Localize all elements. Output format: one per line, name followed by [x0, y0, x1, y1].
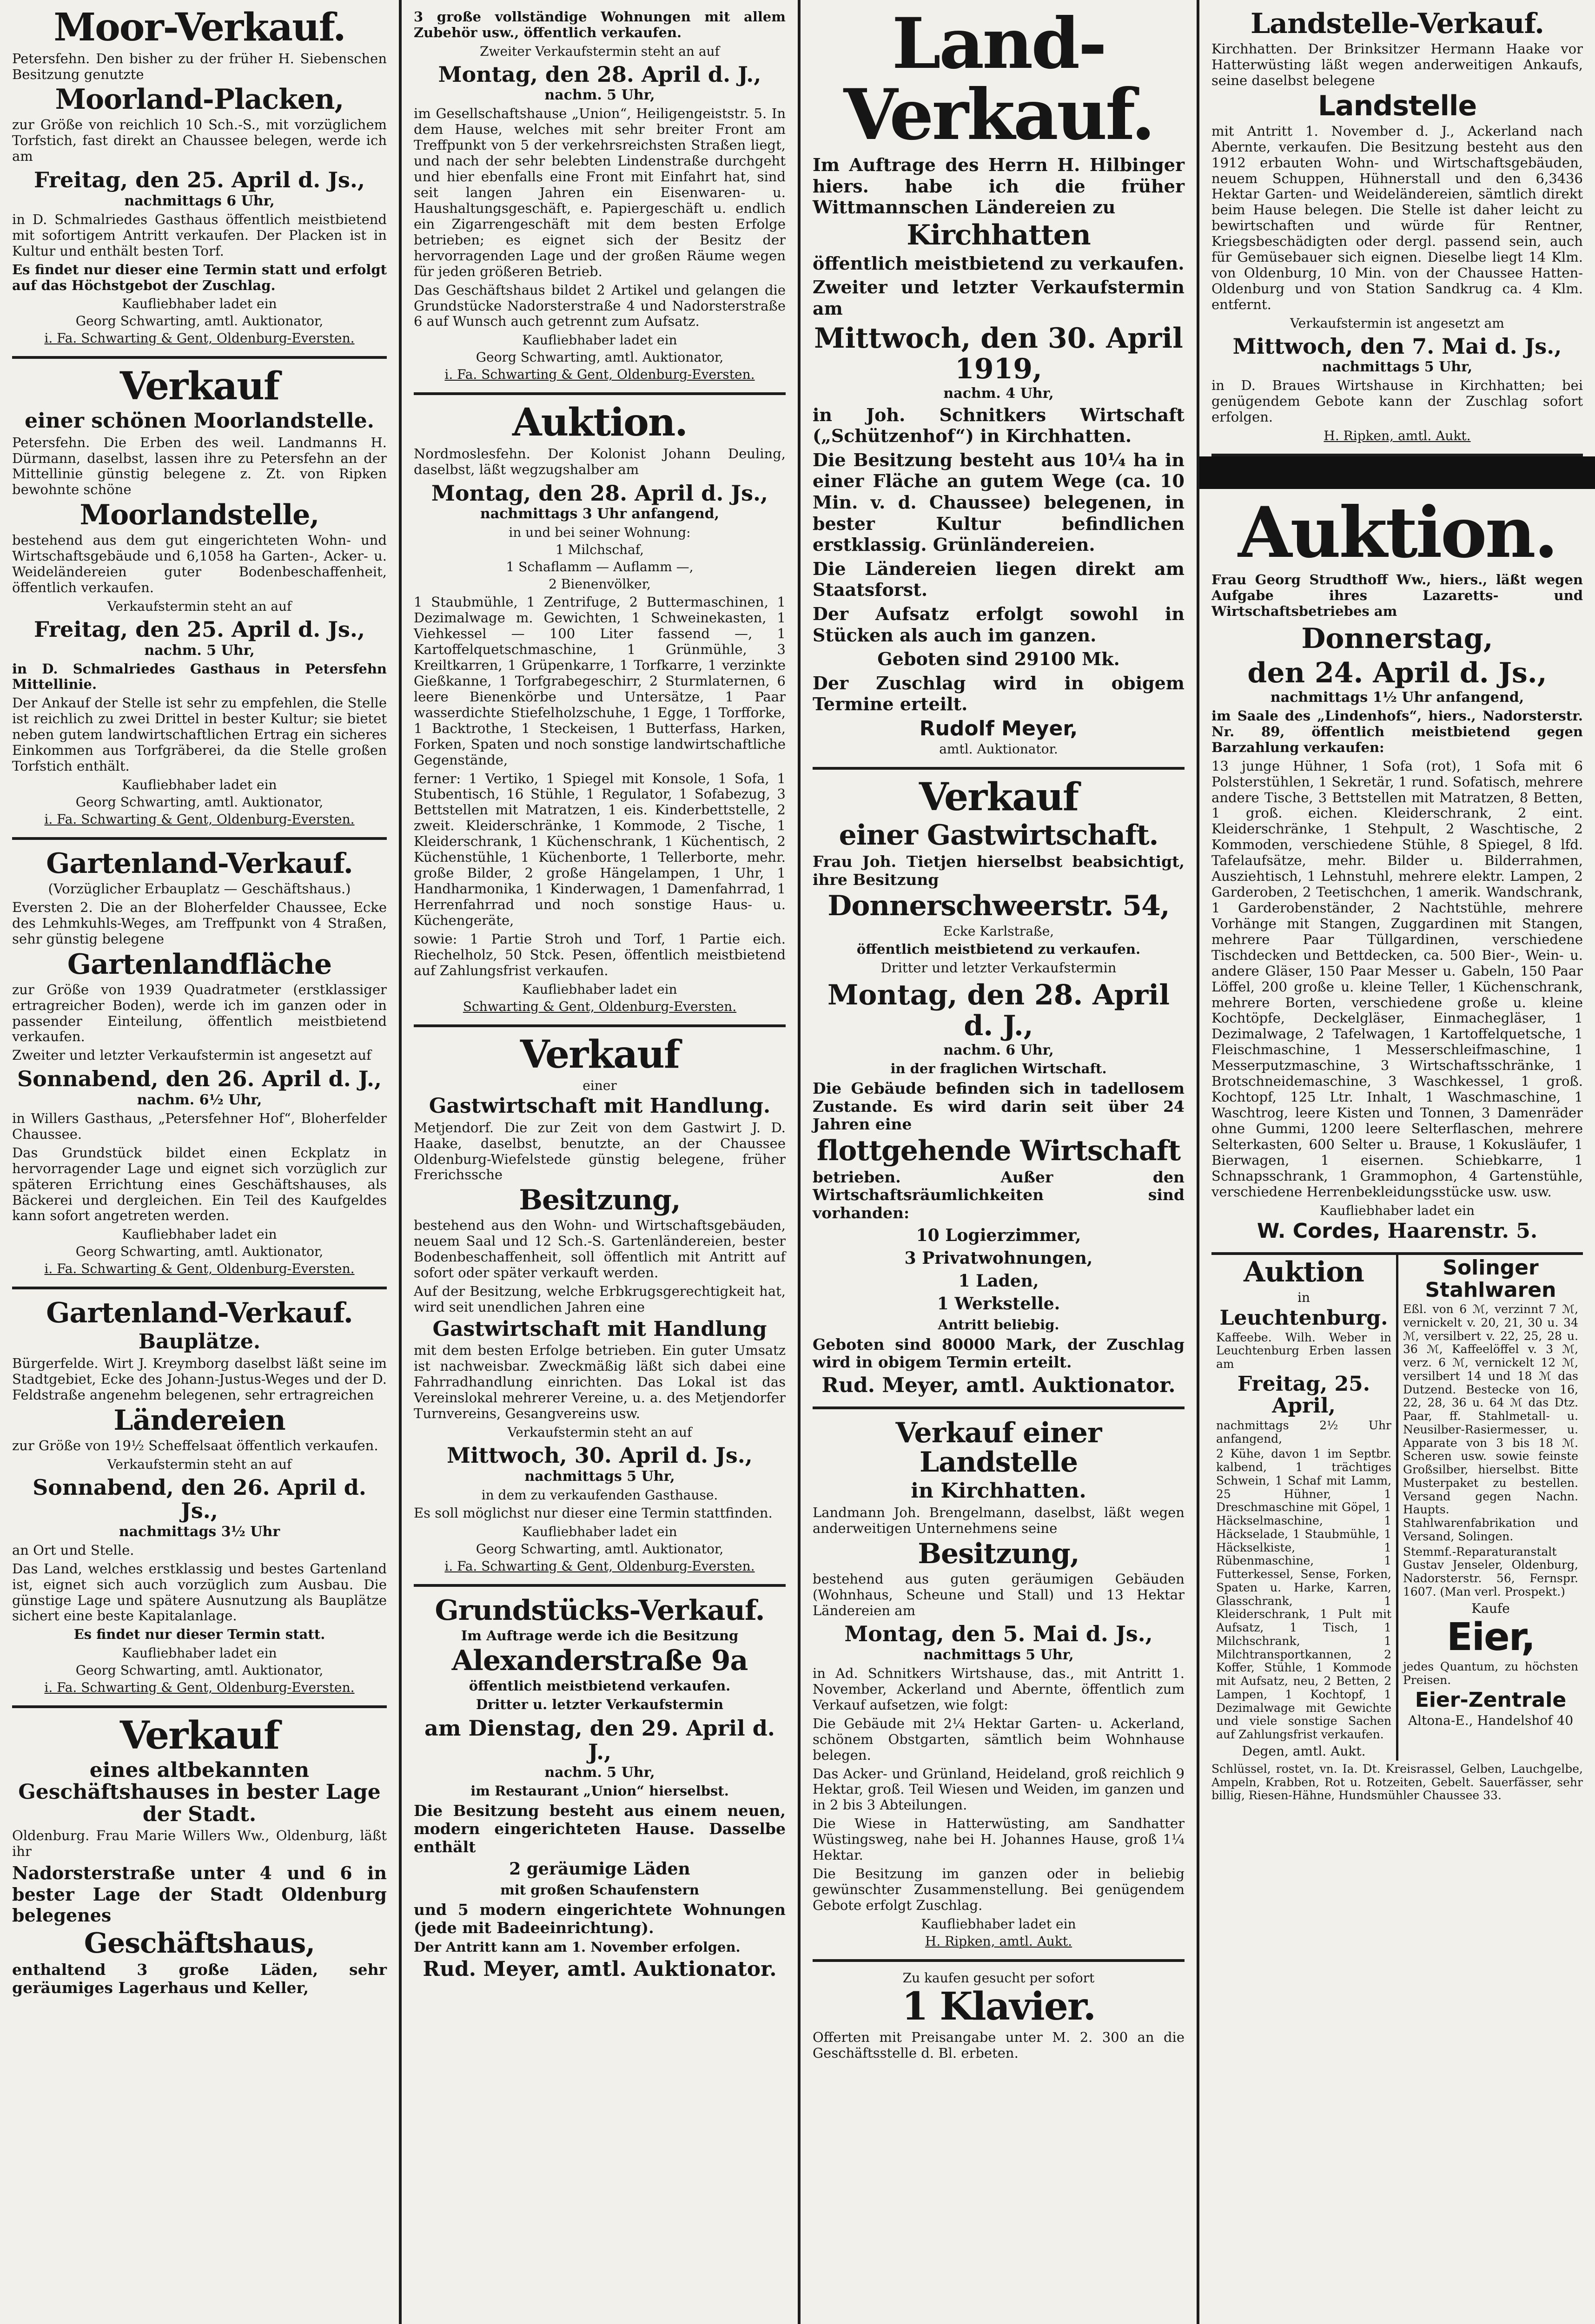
- ad-subtitle: in: [1297, 1290, 1310, 1306]
- ad-title: Verkauf: [919, 775, 1079, 820]
- ad-body: Der Aufsatz erfolgt sowohl in Stücken als auch im ganzen.: [813, 603, 1185, 646]
- ad-time: nachm. 4 Uhr,: [943, 385, 1054, 402]
- ad-headline: Alexanderstraße 9a: [451, 1644, 748, 1677]
- ad-signature: Georg Schwarting, amtl. Auktionator,: [75, 1244, 324, 1260]
- ad-signature: Georg Schwarting, amtl. Auktionator,: [75, 794, 324, 810]
- ad-title: Landstelle-Verkauf.: [1250, 7, 1544, 40]
- ad-intro: Frau Joh. Tietjen hierselbst beabsichtigt, ihre Besitzung: [813, 852, 1185, 889]
- ad-place: im Restaurant „Union“ hierselbst.: [470, 1783, 729, 1799]
- ad-time: nachmittags 3½ Uhr: [119, 1523, 280, 1540]
- ad-body: in D. Braues Wirtshause in Kirchhatten; bei genügendem Gebote kann der Zuschlag sofort erfolgen.: [1211, 377, 1583, 425]
- ad-signature: Georg Schwarting, amtl. Auktionator,: [476, 350, 724, 365]
- ad-intro: Frau Georg Strudthoff Ww., hiers., läßt wegen Aufgabe ihres Lazaretts- und Wirtschaftsbetriebes am: [1211, 572, 1583, 620]
- ad-list-item: 1 Laden,: [958, 1271, 1039, 1291]
- ad-body: mit dem besten Erfolge betrieben. Ein guter Umsatz ist nachweisbar. Zweckmäßig läßt sich dabei eine Fahrradhandlung einrichten. Das Lokal ist das Vereinslokal mehrerer Vereine, u. a. des Metjendorfer Turnvereins, Gesangvereins usw.: [414, 1342, 786, 1422]
- ad-body: in Joh. Schnitkers Wirtschaft („Schützenhof“) in Kirchhatten.: [813, 404, 1185, 447]
- ad-body: Kaffeebe. Wilh. Weber in Leuchtenburg Erben lassen am: [1216, 1330, 1391, 1371]
- ad-place: Leuchtenburg.: [1219, 1306, 1388, 1330]
- ad-time: nachm. 5 Uhr,: [544, 1764, 655, 1781]
- ad-headline: Moorlandstelle,: [79, 499, 319, 532]
- ad-headline: Gastwirtschaft mit Handlung: [432, 1317, 767, 1341]
- ad-invite: Kaufliebhaber ladet ein: [122, 1227, 277, 1242]
- ad-body: 2 Kühe, davon 1 im Septbr. kalbend, 1 trächtiges Schwein, 1 Schaf mit Lamm, 25 Hühner, 1 Dreschmaschine mit Göpel, 1 Häckselmaschine, 1 Häckselade, 1 Staubmühle, 1 Häckselkiste, 1 Rübenmaschine, 1 Futterkessel, Sense, Forken, Spaten u. Harke, Karren, Glasschrank, 1 Kleiderschrank, 1 Pult mit Aufsatz, 1 Tisch, 1 Milchschrank, 1 Milchtransportkannen, 2 Koffer, Stühle, 1 Kommode mit Aufsatz, neu, 2 Betten, 2 Lampen, 1 Kochtopf, 1 Dezimalwage mit Gewichte und viele sonstige Sachen auf Zahlungsfrist verkaufen.: [1216, 1447, 1391, 1742]
- ad-time: nachmittags 5 Uhr,: [1322, 359, 1473, 376]
- ad-invite: Kaufliebhaber ladet ein: [122, 296, 277, 312]
- ad-place: in der fraglichen Wirtschaft.: [890, 1061, 1107, 1077]
- ad-firm: Eier-Zentrale: [1415, 1688, 1567, 1712]
- ad-place: in D. Schmalriedes Gasthaus in Petersfehn Mittellinie.: [12, 660, 387, 693]
- ad-signature-firm: i. Fa. Schwarting & Gent, Oldenburg-Eversten.: [44, 1680, 355, 1696]
- ad-signature: Rud. Meyer, amtl. Auktionator.: [821, 1373, 1176, 1397]
- ad-moorlandstelle: [12, 359, 387, 840]
- ad-body: ferner: 1 Vertiko, 1 Spiegel mit Konsole, 1 Sofa, 1 Stubentisch, 16 Stühle, 1 Regulator, 1 Sofabezug, 3 Bettstellen mit Matratzen, 1 eis. Kinderbettstelle, 2 zweit. Kleiderschränke, 1 Kommode, 2 Tische, 1 Kleiderschrank, 1 Küchenschrank, 1 Küchentisch, 2 Küchenstühle, 1 Küchenborte, 1 Tellerborte, mehr. große Bilder, 2 große Hängelampen, 1 Uhr, 1 Handharmonika, 1 Kinderwagen, 1 Damenfahrrad, 1 Herrenfahrrad und noch sonstige Haus- u. Küchengeräte,: [414, 770, 786, 928]
- column-3: [798, 0, 1197, 2324]
- ad-title: Auktion: [1244, 1256, 1364, 1289]
- column-1: [0, 0, 399, 2324]
- ad-place: in und bei seiner Wohnung:: [509, 525, 691, 541]
- ad-klavier: [813, 1962, 1185, 2073]
- ad-body: Offerten mit Preisangabe unter M. 2. 300 an die Geschäftsstelle d. Bl. erbeten.: [813, 2029, 1185, 2061]
- ad-intro: Zu kaufen gesucht per sofort: [902, 1970, 1095, 1986]
- ad-time: nachm. 5 Uhr,: [544, 87, 655, 104]
- ad-body: Der Ankauf der Stelle ist sehr zu empfehlen, die Stelle ist reichlich zu zwei Drittel in bester Kultur; sie bietet neben gutem landwirtschaftlichen Ertrag ein sicheres Einkommen aus Torfgräberei, da die Stelle großen Torfstich enthält.: [12, 695, 387, 774]
- ad-list-item: mit großen Schaufenstern: [500, 1882, 699, 1898]
- ad-date: Mittwoch, 30. April d. Js.,: [447, 1443, 753, 1468]
- ad-headline: Donnerschweerstr. 54,: [827, 890, 1170, 923]
- ad-intro: Eversten 2. Die an der Bloherfelder Chaussee, Ecke des Lehmkuhls-Weges, am Treffpunkt von 4 Straßen, sehr günstig belegene: [12, 899, 387, 947]
- ad-signature: Rudolf Meyer,: [919, 716, 1078, 740]
- ad-signature-firm: i. Fa. Schwarting & Gent, Oldenburg-Eversten.: [44, 1261, 355, 1277]
- ad-item: 1 Milchschaf,: [555, 542, 644, 558]
- ad-body: Das Grundstück bildet einen Eckplatz in hervorragender Lage und eignet sich vorzüglich zur späteren Errichtung eines Geschäftshauses, als Bäckerei und dergleichen. Ein Teil des Kaufgeldes kann sofort angetreten werden.: [12, 1144, 387, 1224]
- ad-body: Der Antritt kann am 1. November erfolgen.: [414, 1939, 741, 1955]
- ad-body: zur Größe von 19½ Scheffelsaat öffentlich verkaufen.: [12, 1437, 378, 1453]
- ad-term: Verkaufstermin steht an auf: [507, 1425, 692, 1440]
- ad-term: Verkaufstermin steht an auf: [107, 1456, 292, 1472]
- ad-body: jedes Quantum, zu höchsten Preisen.: [1403, 1660, 1578, 1687]
- ad-date: Freitag, den 25. April d. Js.,: [34, 616, 365, 642]
- ad-term: Zweiter Verkaufstermin steht an auf: [480, 43, 720, 59]
- ad-headline: Moorland-Placken,: [55, 83, 344, 116]
- ad-invite: Kaufliebhaber ladet ein: [522, 981, 677, 997]
- ad-title: Verkauf: [119, 1713, 279, 1758]
- ad-body: enthaltend 3 große Läden, sehr geräumiges Lagerhaus und Keller,: [12, 1961, 387, 1997]
- ad-time: nachmittags 1½ Uhr anfangend,: [1270, 689, 1524, 706]
- ad-body: bestehend aus dem gut eingerichteten Wohn- und Wirtschaftsgebäude und 6,1058 ha Garten-, Acker- u. Weideländereien guter Bodenbeschaffenheit, öffentlich verkaufen.: [12, 532, 387, 596]
- ad-invite: Kaufliebhaber ladet ein: [122, 777, 277, 792]
- ad-subtitle: einer Gastwirtschaft.: [839, 819, 1158, 852]
- ad-signature: Georg Schwarting, amtl. Auktionator,: [75, 313, 324, 329]
- column-2: [399, 0, 798, 2324]
- ad-item: 1 Schaflamm — Auflamm —,: [506, 559, 694, 575]
- ad-landstelle-kirchhatten: [813, 1409, 1185, 1962]
- ad-intro: Metjendorf. Die zur Zeit von dem Gastwirt J. D. Haake, daselbst, benutzte, an der Chaussee Oldenburg-Wiefelstede günstig belegene, früher Frerichssche: [414, 1119, 786, 1183]
- ad-date: Freitag, den 25. April d. Js.,: [34, 167, 365, 193]
- ad-landstelle-verkauf: [1211, 0, 1583, 456]
- ad-note: Es findet nur dieser Termin statt.: [73, 1626, 325, 1643]
- ad-signature: H. Ripken, amtl. Aukt.: [925, 1933, 1072, 1949]
- ad-headline: flottgehende Wirtschaft: [816, 1134, 1181, 1167]
- ad-title: Auktion.: [512, 400, 687, 445]
- column-4: [1197, 0, 1595, 2324]
- ad-intro: Petersfehn. Die Erben des weil. Landmanns H. Dürmann, daselbst, lassen ihre zu Petersfehn an der Mittellinie günstig belegene z. Zt. von Ripken bewohnte schöne: [12, 434, 387, 498]
- ad-body: Das Land, welches erstklassig und bestes Gartenland ist, eignet sich auch vorzüglich zum Ausbau. Die günstige Lage und spätere Ausnutzung als Bauplätze sichert eine beste Kapitalanlage.: [12, 1560, 387, 1624]
- ad-place: an Ort und Stelle.: [12, 1542, 134, 1558]
- ad-note: Der Zuschlag wird in obigem Termine erteilt.: [813, 672, 1185, 715]
- ad-body: Die Besitzung im ganzen oder in beliebig gewünschter Zusammenstellung. Bei genügendem Gebote erfolgt Zuschlag.: [813, 1866, 1185, 1913]
- ad-body: Die Gebäude mit 2¼ Hektar Garten- u. Ackerland, schönem Obstgarten, sämtlich beim Wohnhause belegen.: [813, 1715, 1185, 1763]
- ad-body: Die Gebäude befinden sich in tadellosem Zustande. Es wird darin seit über 24 Jahren eine: [813, 1079, 1185, 1134]
- ad-title: Auktion.: [1238, 492, 1556, 574]
- ad-date: Montag, den 5. Mai d. Js.,: [844, 1621, 1153, 1647]
- ad-body: im Gesellschaftshause „Union“, Heiligengeiststr. 5. In dem Hause, welches mit sehr breiter Front am Treffpunkt von 5 der verkehrsreichsten Straßen liegt, und nach der sehr belebten Lindenstraße durchgeht und hier ebenfalls eine Front mit Einfahrt hat, sind seit langen Jahren ein Eisenwaren- u. Haushaltungsgeschäft, e. Papiergeschäft u. endlich ein Zigarrengeschäft mit dem besten Erfolge betrieben; es eignet sich der Besitz der hervorragenden Lage und der großen Räume wegen für jeden größeren Betrieb.: [414, 106, 786, 279]
- ad-signature-title: amtl. Auktionator.: [939, 741, 1058, 757]
- ad-intro: Im Auftrage des Herrn H. Hilbinger hiers. habe ich die früher Wittmannschen Ländereien zu: [813, 154, 1185, 218]
- ad-title: Moor-Verkauf.: [53, 5, 345, 50]
- split-ads: [1211, 1255, 1583, 1761]
- ad-term: Verkaufstermin steht an auf: [107, 598, 292, 614]
- ad-antritt: Antritt beliebig.: [938, 1316, 1059, 1333]
- ad-corner: Ecke Karlstraße,: [943, 924, 1054, 939]
- ad-signature: Degen, amtl. Aukt.: [1242, 1743, 1366, 1759]
- ad-note: Es findet nur dieser eine Termin statt und erfolgt auf das Höchstgebot der Zuschlag.: [12, 261, 387, 293]
- ad-body: Nadorsterstraße unter 4 und 6 in bester Lage der Stadt Oldenburg belegenes: [12, 1862, 387, 1926]
- ad-body: öffentlich meistbietend zu verkaufen.: [856, 941, 1141, 957]
- ad-intro: Bürgerfelde. Wirt J. Kreymborg daselbst läßt seine im Stadtgebiet, Ecke des Johann-Justus-Weges und der D. Feldstraße angenehm belegenen, sehr ertragreichen: [12, 1355, 387, 1403]
- ad-intro: Landmann Joh. Brengelmann, daselbst, läßt wegen anderweitigen Unternehmens seine: [813, 1504, 1185, 1536]
- ad-time: nachm. 6½ Uhr,: [137, 1091, 262, 1108]
- ad-geschaeftshaus: [12, 1708, 387, 2008]
- ad-item: 2 Bienenvölker,: [549, 576, 651, 592]
- ad-list-item: 1 Werkstelle.: [937, 1294, 1060, 1314]
- ad-offer: Geboten sind 80000 Mark, der Zuschlag wird in obigem Termin erteilt.: [813, 1335, 1185, 1372]
- ad-time: nachmittags 2½ Uhr anfangend,: [1216, 1418, 1391, 1446]
- ad-date: Montag, den 28. April d. J.,: [438, 61, 761, 87]
- ad-date: Montag, den 28. April d. J.,: [827, 979, 1170, 1043]
- ad-body: zur Größe von 1939 Quadratmeter (erstklassiger ertragreicher Boden), werde ich im ganzen oder in passender Einteilung, öffentlich meistbietend verkaufen.: [12, 981, 387, 1045]
- ad-body: sowie: 1 Partie Stroh und Torf, 1 Partie eich. Riechelholz, 50 Stck. Pesen, öffentlich meistbietend auf Zahlungsfrist verkaufen.: [414, 931, 786, 978]
- ad-subtitle: einer schönen Moorlandstelle.: [25, 409, 374, 433]
- ad-place: im Saale des „Lindenhofs“, hiers., Nadorsterstr. Nr. 89, öffentlich meistbietend gegen Barzahlung verkaufen:: [1211, 707, 1583, 755]
- ad-title: Verkauf einer Landstelle: [895, 1417, 1102, 1479]
- ad-headline: Eier,: [1446, 1615, 1535, 1659]
- ad-auktion-deuling: [414, 395, 786, 1027]
- ad-signature-firm: i. Fa. Schwarting & Gent, Oldenburg-Eversten.: [44, 330, 355, 346]
- ad-time: nachmittags 5 Uhr,: [524, 1468, 675, 1485]
- ad-invite: Kaufliebhaber ladet ein: [1319, 1202, 1475, 1218]
- ad-union-continued: [414, 0, 786, 395]
- ad-body: Stemmf.-Reparaturanstalt Gustav Jenseler, Oldenburg, Nadorsterstr. 56, Fernspr. 1607. (Man verl. Prospekt.): [1403, 1545, 1578, 1598]
- ad-date: Mittwoch, den 7. Mai d. Js.,: [1232, 333, 1562, 359]
- ad-body: Die Ländereien liegen direkt am Staatsforst.: [813, 558, 1185, 601]
- ad-time: nachm. 5 Uhr,: [144, 642, 255, 659]
- ad-body: 3 große vollständige Wohnungen mit allem Zubehör usw., öffentlich verkaufen.: [414, 9, 786, 40]
- ad-signature-firm: Schwarting & Gent, Oldenburg-Eversten.: [463, 998, 737, 1014]
- ad-intro: Kirchhatten. Der Brinksitzer Hermann Haake vor Hatterwüsting läßt wegen anderweitigen Ankaufs, seine daselbst belegene: [1211, 41, 1583, 88]
- ad-body: und 5 modern eingerichtete Wohnungen (jede mit Badeeinrichtung).: [414, 1901, 786, 1937]
- ad-time: nachm. 6 Uhr,: [943, 1042, 1054, 1059]
- black-rule: [1199, 456, 1595, 489]
- ad-signature-address: Haarenstr. 5.: [1387, 1219, 1538, 1243]
- ad-subtitle: Gastwirtschaft mit Handlung.: [429, 1094, 771, 1118]
- ad-term: Zweiter und letzter Verkaufstermin ist angesetzt auf: [12, 1047, 371, 1063]
- ad-body: Auf der Besitzung, welche Erbkrugsgerechtigkeit hat, wird seit unendlichen Jahren eine: [414, 1283, 786, 1315]
- ad-body: in Ad. Schnitkers Wirtshause, das., mit Antritt 1. November, Ackerland und Abernte, öffentlich zum Verkauf aufsetzen, wie folgt:: [813, 1665, 1185, 1713]
- ad-auktion-leuchtenburg: [1211, 1255, 1396, 1761]
- ad-headline: Kirchhatten: [907, 218, 1091, 251]
- ad-intro: Im Auftrage werde ich die Besitzung: [461, 1627, 739, 1644]
- ad-gastwirtschaft-handlung: [414, 1027, 786, 1587]
- ad-body: betrieben. Außer den Wirtschaftsräumlichkeiten sind vorhanden:: [813, 1168, 1185, 1222]
- ad-headline: Landstelle: [1317, 89, 1477, 122]
- ad-headline: Besitzung,: [918, 1537, 1079, 1570]
- ad-body: Das Geschäftshaus bildet 2 Artikel und gelangen die Grundstücke Nadorsterstraße 4 und Nadorsterstraße 6 auf Wunsch auch getrennt zum Aufsatz.: [414, 282, 786, 330]
- ad-grundstuecks-verkauf: [414, 1587, 786, 1991]
- ad-invite: Kaufliebhaber ladet ein: [522, 1524, 677, 1539]
- ad-headline: 1 Klavier.: [901, 1984, 1096, 2029]
- ad-signature-firm: i. Fa. Schwarting & Gent, Oldenburg-Eversten.: [444, 1558, 755, 1574]
- ad-bauplaetze: [12, 1289, 387, 1708]
- ad-title: Solinger Stahlwaren: [1425, 1256, 1556, 1302]
- ad-date: Sonnabend, den 26. April d. Js.,: [33, 1474, 366, 1524]
- ad-title: Grundstücks-Verkauf.: [435, 1594, 765, 1627]
- ad-signature: H. Ripken, amtl. Aukt.: [1324, 428, 1471, 444]
- ad-intro: Nordmoslesfehn. Der Kolonist Johann Deuling, daselbst, läßt wegzugshalber am: [414, 445, 786, 477]
- ad-note: Es soll möglichst nur dieser eine Termin stattfinden.: [414, 1505, 773, 1521]
- ad-body: bestehend aus den Wohn- und Wirtschaftsgebäuden, neuem Saal und 12 Sch.-S. Gartenländereien, bester Bodenbeschaffenheit, soll öffentlich mit Antritt auf sofort oder später verkauft werden.: [414, 1217, 786, 1281]
- ad-term: Zweiter und letzter Verkaufstermin am: [813, 277, 1185, 319]
- ad-invite: Kaufliebhaber ladet ein: [122, 1645, 277, 1661]
- ad-bottom-fragment: Schlüssel, rostet, vn. Ia. Dt. Kreisrassel, Gelben, Lauchgelbe, Ampeln, Krabben, Rot u. Rotzeiten, Gebelt. Sauerfässer, sehr billig, Riesen-Hähne, Hundsmühler Chaussee 33.: [1211, 1762, 1583, 1802]
- ad-headline: Ländereien: [113, 1404, 285, 1437]
- ad-signature: [1211, 1220, 1583, 1242]
- ad-time: nachmittags 3 Uhr anfangend,: [480, 506, 720, 522]
- ad-gastwirtschaft-tietjen: [813, 770, 1185, 1409]
- ad-land-verkauf: [813, 0, 1185, 770]
- ad-date: Donnerstag,: [1301, 622, 1493, 655]
- ad-intro: Petersfehn. Den bisher zu der früher H. Siebenschen Besitzung genutzte: [12, 50, 387, 82]
- ad-list-item: 3 Privatwohnungen,: [904, 1248, 1093, 1268]
- ad-title: Land-Verkauf.: [843, 3, 1154, 156]
- ad-title: Verkauf: [520, 1032, 680, 1077]
- ad-body: in D. Schmalriedes Gasthaus öffentlich meistbietend mit sofortigem Antritt verkaufen. Der Placken ist in Kultur und enthält besten Torf.: [12, 211, 387, 259]
- ad-body: Die Wiese in Hatterwüsting, am Sandhatter Wüstingsweg, nahe bei H. Johannes Hause, groß 1¼ Hektar.: [813, 1816, 1185, 1863]
- ad-signature-name: W. Cordes,: [1257, 1219, 1381, 1243]
- ad-body: öffentlich meistbietend verkaufen.: [469, 1678, 731, 1694]
- ad-body: 13 junge Hühner, 1 Sofa (rot), 1 Sofa mit 6 Polsterstühlen, 1 Sekretär, 1 rund. Sofatisch, mehrere andere Tische, 3 Bettstellen mit Matratzen, 8 Betten, 1 groß. eichen. Kleiderschrank, 2 eint. Kleiderschränke, 1 Stehpult, 2 Waschtische, 2 Kommoden, verschiedene Stühle, 8 Spiegel, 8 lfd. Tafelaufsätze, mehr. Bilder u. Bilderrahmen, Ausziehtisch, 1 Lehnstuhl, mehrere elektr. Lampen, 2 Garderoben, 2 Teetischchen, 1 amerik. Wandschrank, 1 Garderobenständer, 2 Nachtstühle, mehrere Vorhänge mit Stangen, Zuggardinen mit Stangen, mehrere Paar Tüllgardinen, verschiedene Tischdecken und Bettdecken, ca. 500 Bier-, Wein- u. andere Gläser, 150 Paar Messer u. Gabeln, 150 Paar Löffel, 200 große u. kleine Teller, 1 Küchenschrank, mehrere Borten, verschiedene große u. kleine Kochtöpfe, Deckelgläser, Einmachegläser, 1 Dezimalwage, 2 Tafelwagen, 1 Kartoffelquetsche, 1 Fleischmaschine, 1 Messerschleifmaschine, 1 Messerputzmaschine, 3 Wirtschaftsschränke, 1 Brotschneidemaschine, 3 Waschkessel, 1 groß. Kochtopf, 125 Ltr. Inhalt, 1 Waschmaschine, 1 Waschtrog, leere Kisten und Tonnen, 3 Damenräder ohne Gummi, 1200 leere Selterflaschen, mehrere Selterkasten, 600 Selter u. Brause, 1 Kokusläufer, 1 Bierwagen, 1 eisernen. Schiebkarre, 1 Schnapsschrank, 1 Grammophon, 4 Gartenstühle, verschiedene Herrenbekleidungsstücke usw. usw.: [1211, 758, 1583, 1200]
- ad-subtitle: Bauplätze.: [138, 1330, 261, 1354]
- ad-invite: Kaufliebhaber ladet ein: [522, 332, 677, 348]
- ad-subtitle: (Vorzüglicher Erbauplatz — Geschäftshaus.): [48, 881, 351, 897]
- ad-signature-firm: i. Fa. Schwarting & Gent, Oldenburg-Eversten.: [44, 812, 355, 827]
- ad-signature: Georg Schwarting, amtl. Auktionator,: [75, 1663, 324, 1678]
- ad-body: öffentlich meistbietend zu verkaufen.: [813, 252, 1185, 274]
- ad-place: in dem zu verkaufenden Gasthause.: [481, 1487, 718, 1503]
- ad-body: zur Größe von reichlich 10 Sch.-S., mit vorzüglichem Torfstich, fast direkt an Chaussee belegen, werde ich am: [12, 117, 387, 165]
- ad-offer: Geboten sind 29100 Mk.: [877, 648, 1120, 670]
- ad-signature-firm: i. Fa. Schwarting & Gent, Oldenburg-Eversten.: [444, 367, 755, 383]
- ad-body: Das Acker- und Grünland, Heideland, groß reichlich 9 Hektar, groß. Teil Wiesen und Weiden, im ganzen und in 2 bis 3 Abteilungen.: [813, 1765, 1185, 1813]
- ad-subtitle: einer: [582, 1078, 617, 1094]
- ad-gartenland: [12, 840, 387, 1289]
- ad-headline: Gartenlandfläche: [67, 948, 332, 981]
- ad-moor-verkauf: [12, 0, 387, 359]
- ad-date: am Dienstag, den 29. April d. J.,: [424, 1716, 775, 1764]
- ad-signature: Georg Schwarting, amtl. Auktionator,: [476, 1541, 724, 1557]
- ad-term: Dritter u. letzter Verkaufstermin: [476, 1697, 724, 1713]
- ad-term: Dritter und letzter Verkaufstermin: [880, 960, 1117, 976]
- ad-date: Montag, den 28. April d. Js.,: [431, 480, 768, 506]
- ad-headline: Besitzung,: [519, 1184, 681, 1217]
- ad-solinger-stahlwaren: [1396, 1255, 1583, 1761]
- ad-subtitle: in Kirchhatten.: [911, 1479, 1086, 1503]
- ad-date: Mittwoch, den 30. April 1919,: [814, 322, 1183, 385]
- ad-title: Verkauf: [119, 364, 279, 409]
- ad-headline: Geschäftshaus,: [84, 1927, 315, 1960]
- ad-term: Verkaufstermin ist angesetzt am: [1290, 315, 1504, 331]
- ad-place: in Willers Gasthaus, „Petersfehner Hof“, Bloherfelder Chaussee.: [12, 1110, 387, 1142]
- ad-body: Eßl. von 6 ℳ, verzinnt 7 ℳ, vernickelt v. 20, 21, 30 u. 34 ℳ, versilbert v. 22, 25, 28 u. 36 ℳ, Kaffeelöffel v. 3 ℳ, verz. 6 ℳ, vernickelt 12 ℳ, versilbert 14 und 18 ℳ das Dutzend. Bestecke von 16, 22, 28, 36 u. 64 ℳ das Dtz. Paar, ff. Stahlmetall- u. Neusilber-Rasiermesser, u. Apparate von 3 bis 18 ℳ. Scheren usw. sowie feinste Großsilber, hierselbst. Bitte Musterpaket zu bestellen. Versand gegen Nachn. Haupts. Stahlwarenfabrikation und Versand, Solingen.: [1403, 1302, 1578, 1543]
- ad-time: nachmittags 5 Uhr,: [923, 1647, 1074, 1664]
- ad-intro: Oldenburg. Frau Marie Willers Ww., Oldenburg, läßt ihr: [12, 1828, 387, 1860]
- ad-subtitle: eines altbekannten Geschäftshauses in bester Lage der Stadt.: [18, 1758, 381, 1826]
- ad-invite: Kaufliebhaber ladet ein: [921, 1916, 1076, 1932]
- ad-signature: Rud. Meyer, amtl. Auktionator.: [423, 1957, 777, 1981]
- ad-date: den 24. April d. Js.,: [1247, 656, 1547, 689]
- ad-title: Gartenland-Verkauf.: [46, 847, 353, 880]
- ad-auktion-strudthoff: [1211, 489, 1583, 1255]
- ad-list-item: 2 geräumige Läden: [509, 1859, 690, 1879]
- ad-title: Gartenland-Verkauf.: [46, 1297, 353, 1330]
- ad-date: Freitag, 25. April,: [1237, 1372, 1370, 1418]
- ad-time: nachmittags 6 Uhr,: [124, 192, 275, 209]
- ad-body: 1 Staubmühle, 1 Zentrifuge, 2 Buttermaschinen, 1 Dezimalwage m. Gewichten, 1 Schweinekasten, 1 Viehkessel — 100 Liter fassend —, 1 Kartoffelquetschmaschine, 1 Grünmühle, 3 Kreiltkarren, 1 Grüpenkarre, 1 Torfkarre, 1 verzinkte Gießkanne, 1 Torfgrabegeschirr, 2 Sturmlaternen, 6 leere Bienenkörbe und Untersätze, 1 Paar wasserdichte Stiefelholzschuhe, 1 Egge, 1 Torfforke, 1 Backtrothe, 1 Steckeisen, 1 Butterfass, Harken, Forken, Spaten und noch sonstige landwirtschaftliche Gegenstände,: [414, 594, 786, 768]
- ad-list-item: 10 Logierzimmer,: [916, 1225, 1081, 1245]
- ad-body: Die Besitzung besteht aus 10¼ ha in einer Fläche an gutem Wege (ca. 10 Min. v. d. Chaussee) belegenen, in bester Kultur befindlichen erstklassig. Grünländereien.: [813, 449, 1185, 555]
- ad-date: Sonnabend, den 26. April d. J.,: [17, 1066, 382, 1092]
- ad-firm-address: Altona-E., Handelshof 40: [1408, 1713, 1574, 1729]
- ad-body: mit Antritt 1. November d. J., Ackerland nach Abernte, verkaufen. Die Besitzung besteht aus den 1912 erbauten Wohn- und Wirtschaftsgebäuden, neuem Schuppen, Hühnerstall und den 6,3436 Hektar Garten- und Weideländereien, sämtlich direkt beim Hause belegen. Die Stelle ist daher leicht zu bewirtschaften und würde für Rentner, Kriegsbeschädigten oder dergl. passend sein, auch für Gemüsebauer sich eignen. Dieselbe liegt 14 Klm. von Oldenburg, 10 Min. von der Chaussee Hatten-Oldenburg und von Station Sandkrug ca. 4 Klm. entfernt.: [1211, 123, 1583, 312]
- ad-kaufe: Kaufe: [1471, 1600, 1510, 1616]
- ad-body: bestehend aus guten geräumigen Gebäuden (Wohnhaus, Scheune und Stall) und 13 Hektar Ländereien am: [813, 1571, 1185, 1618]
- ad-body: Die Besitzung besteht aus einem neuen, modern eingerichteten Hause. Dasselbe enthält: [414, 1802, 786, 1856]
